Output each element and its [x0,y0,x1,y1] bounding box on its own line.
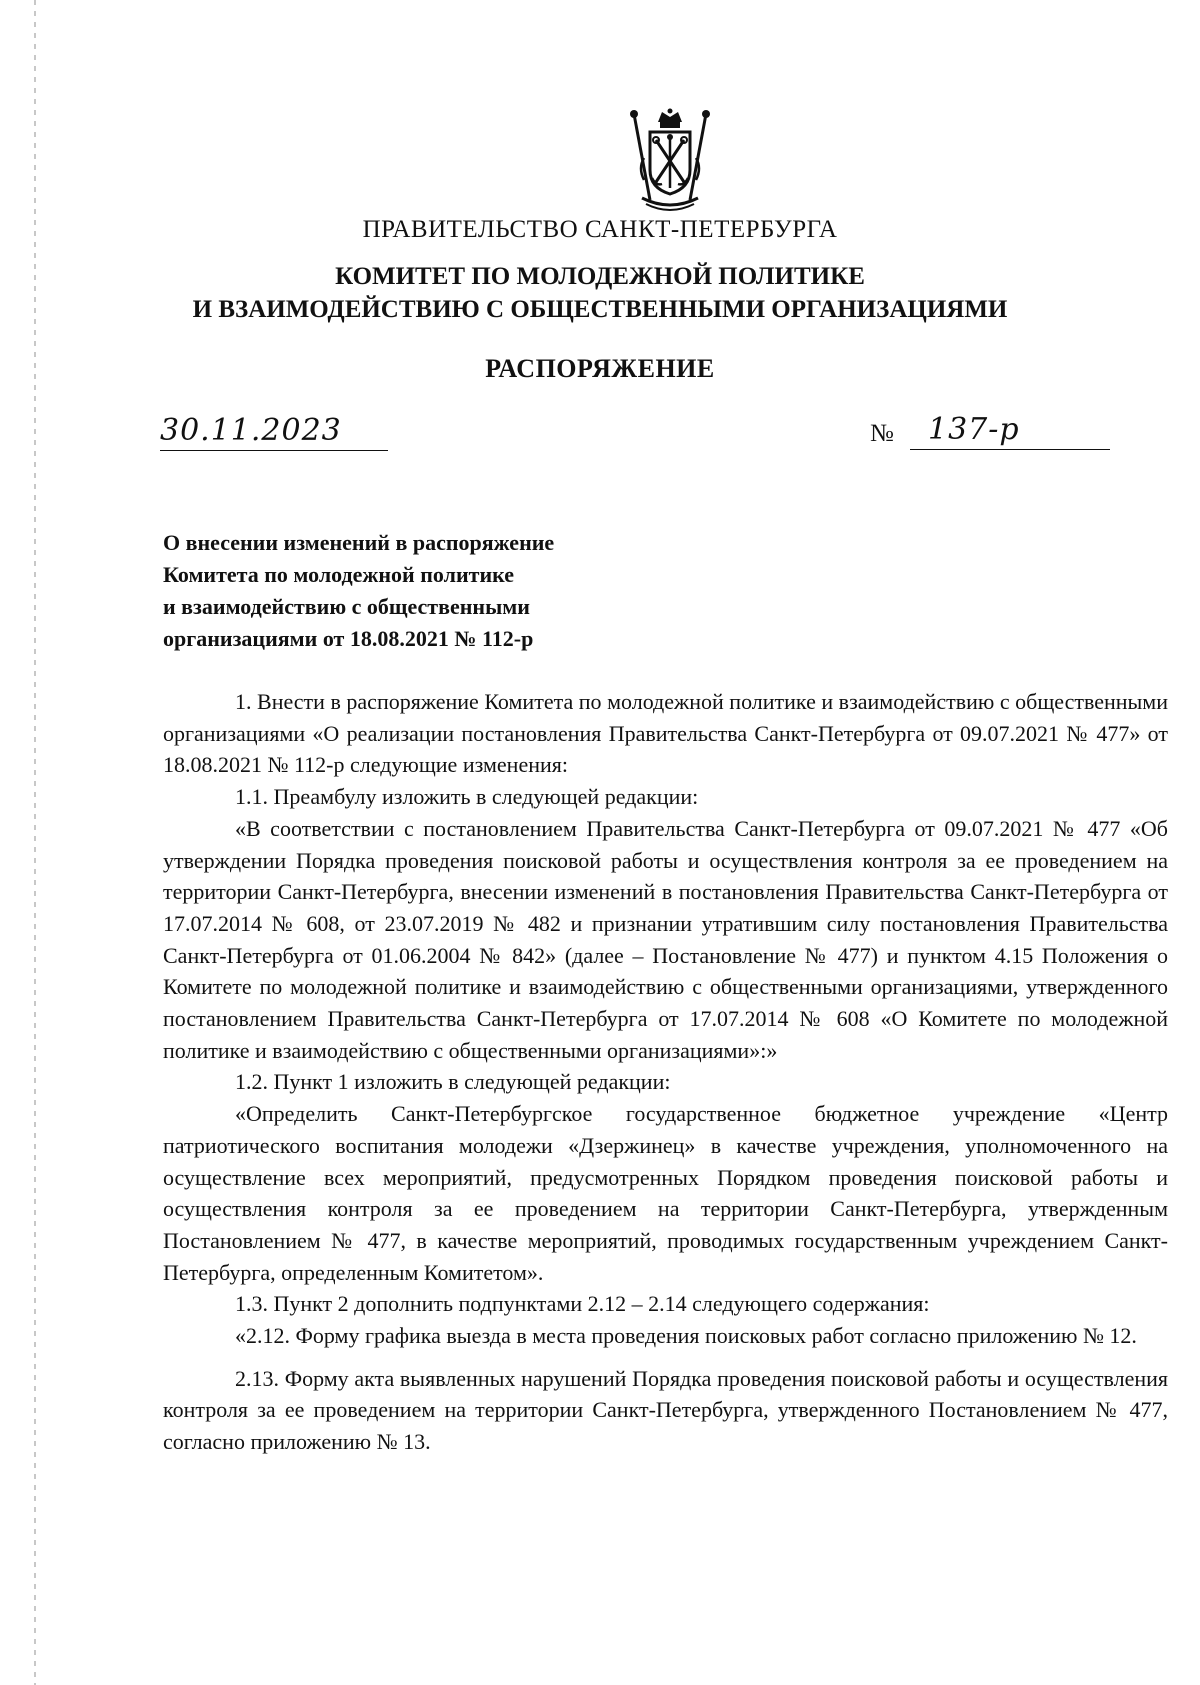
scan-edge-artifact [34,0,36,1685]
committee-title-line2: И ВЗАИМОДЕЙСТВИЮ С ОБЩЕСТВЕННЫМИ ОРГАНИЗАЦИЯМИ [192,296,1008,323]
number-sign: № [870,420,894,447]
number-field [870,414,1110,450]
paragraph-1: 1. Внести в распоряжение Комитета по молодежной политике и взаимодействию с общественными организациями «О реализации постановления Правительства Санкт-Петербурга от 09.07.2021 № 477» от 18.08.2021 № 112-р следующие изменения: [163,689,1168,778]
document-subject [163,527,554,655]
committee-title [0,260,1200,326]
paragraph-1-2: 1.2. Пункт 1 изложить в следующей редакции: [235,1069,671,1095]
number-line [910,413,1110,450]
saint-petersburg-coat-of-arms-icon [620,108,720,212]
handwritten-date: 30.11.2023 [160,413,342,448]
handwritten-number: 137-р [928,412,1020,447]
subject-line: и взаимодействию с общественными [163,594,530,619]
paragraph-1-3: 1.3. Пункт 2 дополнить подпунктами 2.12 – 2.14 следующего содержания: [235,1291,930,1317]
paragraph-2-13: 2.13. Форму акта выявленных нарушений Порядка проведения поисковой работы и осуществления контроля за ее проведением на территории Санкт-Петербурга, утвержденного Постановлением № 477, согласно приложению № 13. [163,1365,1168,1455]
date-field [160,414,388,451]
subject-line: организациями от 18.08.2021 № 112-р [163,626,534,651]
subject-line: О внесении изменений в распоряжение [163,530,555,555]
committee-title-line1: КОМИТЕТ ПО МОЛОДЕЖНОЙ ПОЛИТИКЕ [335,263,865,290]
document-type: РАСПОРЯЖЕНИЕ [485,354,715,383]
paragraph-preamble: «В соответствии с постановлением Правительства Санкт-Петербурга от 09.07.2021 № 477 «Об утверждении Порядка проведения поисковой работы и осуществления контроля за ее проведением на территории Санкт-Петербурга, внесении изменений в постановления Правительства Санкт-Петербурга от 17.07.2014 № 608, от 23.07.2019 № 482 и признании утратившим силу постановления Правительства Санкт-Петербурга от 01.06.2004 № 842» (далее – Постановление № 477) и пунктом 4.15 Положения о Комитете по молодежной политике и взаимодействию с общественными организациями, утвержденного постановлением Правительства Санкт-Петербурга от 17.07.2014 № 608 «О Комитете по молодежной политике и взаимодействию с общественными организациями»:» [163,815,1168,1063]
paragraph-2-12: «2.12. Форму графика выезда в места проведения поисковых работ согласно приложению № 12. [235,1323,1137,1349]
paragraph-1-1: 1.1. Преамбулу изложить в следующей редакции: [235,784,699,810]
government-title: ПРАВИТЕЛЬСТВО САНКТ-ПЕТЕРБУРГА [362,216,838,243]
subject-line: Комитета по молодежной политике [163,562,515,587]
document-body [163,686,1168,1458]
paragraph-point-1: «Определить Санкт-Петербургское государственное бюджетное учреждение «Центр патриотического воспитания молодежи «Дзержинец» в качестве учреждения, уполномоченного на осуществление всех мероприятий, предусмотренных Порядком проведения поисковой работы и осуществления контроля за ее проведением на территории Санкт-Петербурга, утвержденным Постановлением № 477, в качестве мероприятий, проводимых государственным учреждением Санкт-Петербурга, определенным Комитетом». [163,1101,1168,1285]
